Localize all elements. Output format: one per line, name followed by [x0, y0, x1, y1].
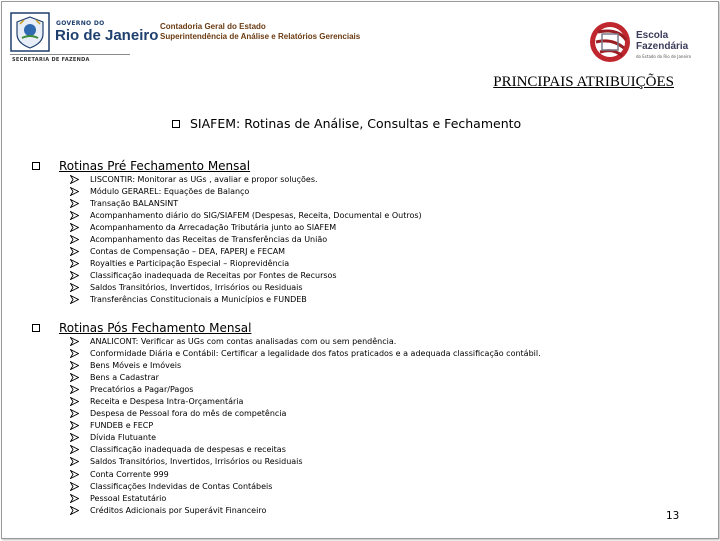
list-item-text: Transferências Constitucionais a Municípios e FUNDEB	[90, 295, 307, 305]
arrowhead-bullet-icon	[70, 247, 86, 256]
list-item	[70, 492, 541, 504]
arrowhead-bullet-icon	[70, 409, 86, 418]
arrowhead-bullet-icon	[70, 494, 86, 503]
list-item-text: Acompanhamento da Arrecadação Tributária junto ao SIAFEM	[90, 222, 337, 232]
arrowhead-bullet-icon	[70, 397, 86, 406]
post-closing-list	[70, 335, 541, 516]
subtitle-row	[172, 116, 521, 131]
list-item	[70, 197, 422, 209]
list-item-text: Acompanhamento diário do SIG/SIAFEM (Despesas, Receita, Documental e Outros)	[90, 210, 422, 220]
list-item	[70, 335, 541, 347]
arrowhead-bullet-icon	[70, 470, 86, 479]
list-item-text: Dívida Flutuante	[90, 433, 156, 443]
list-item	[70, 408, 541, 420]
state-coat-of-arms-icon	[10, 12, 50, 52]
arrowhead-bullet-icon	[70, 445, 86, 454]
arrowhead-bullet-icon	[70, 283, 86, 292]
section-heading-pre	[32, 159, 250, 173]
organization-header	[160, 22, 360, 42]
list-item	[70, 173, 422, 185]
arrowhead-bullet-icon	[70, 235, 86, 244]
list-item	[70, 444, 541, 456]
arrowhead-bullet-icon	[70, 199, 86, 208]
arrowhead-bullet-icon	[70, 187, 86, 196]
list-item-text: Bens Móveis e Imóveis	[90, 360, 182, 370]
subtitle: SIAFEM: Rotinas de Análise, Consultas e Fechamento	[190, 116, 522, 131]
list-item-text: Créditos Adicionais por Superávit Financeiro	[90, 505, 267, 515]
government-logo	[10, 12, 159, 64]
section-title: Rotinas Pré Fechamento Mensal	[59, 159, 251, 173]
slide	[1, 1, 719, 539]
list-item-text: Receita e Despesa Intra-Orçamentária	[90, 397, 244, 407]
list-item-text: Saldos Transitórios, Invertidos, Irrisórios ou Residuais	[90, 283, 303, 293]
gov-divider	[10, 54, 130, 55]
checkbox-square-icon	[32, 324, 40, 332]
list-item-text: Acompanhamento das Receitas de Transferências da União	[90, 235, 328, 245]
arrowhead-bullet-icon	[70, 271, 86, 280]
list-item-text: Classificação inadequada de Receitas por Fontes de Recursos	[90, 271, 337, 281]
arrowhead-bullet-icon	[70, 223, 86, 232]
list-item-text: Saldos Transitórios, Invertidos, Irrisórios ou Residuais	[90, 457, 303, 467]
list-item	[70, 282, 422, 294]
arrowhead-bullet-icon	[70, 506, 86, 515]
fazendaria-label: Fazendária	[636, 41, 689, 52]
escola-swirl-icon	[588, 18, 632, 66]
escola-subtitle: do Estado do Rio de Janeiro	[636, 54, 692, 59]
page-title: PRINCIPAIS ATRIBUIÇÕES	[493, 74, 674, 90]
list-item-text: Módulo GERAREL: Equações de Balanço	[90, 186, 250, 196]
escola-label: Escola	[636, 30, 669, 41]
list-item	[70, 504, 541, 516]
list-item	[70, 456, 541, 468]
escola-fazendaria-logo	[588, 18, 708, 66]
list-item-text: Contas de Compensação – DEA, FAPERJ e FECAM	[90, 247, 286, 257]
section-title: Rotinas Pós Fechamento Mensal	[59, 321, 252, 335]
list-item	[70, 432, 541, 444]
list-item	[70, 395, 541, 407]
list-item-text: FUNDEB e FECP	[90, 421, 154, 431]
gov-label-small: GOVERNO DO	[56, 20, 105, 27]
list-item	[70, 246, 422, 258]
arrowhead-bullet-icon	[70, 373, 86, 382]
list-item-text: Despesa de Pessoal fora do mês de competência	[90, 409, 287, 419]
list-item-text: Conformidade Diária e Contábil: Certificar a legalidade dos fatos praticados e a adequada classificação contábil.	[90, 348, 541, 358]
list-item	[70, 371, 541, 383]
page-number: 13	[666, 510, 680, 522]
arrowhead-bullet-icon	[70, 295, 86, 304]
arrowhead-bullet-icon	[70, 349, 86, 358]
list-item	[70, 468, 541, 480]
checkbox-square-icon	[32, 162, 40, 170]
arrowhead-bullet-icon	[70, 421, 86, 430]
section-heading-pos	[32, 321, 251, 335]
list-item	[70, 270, 422, 282]
list-item-text: Pessoal Estatutário	[90, 493, 167, 503]
arrowhead-bullet-icon	[70, 211, 86, 220]
list-item	[70, 185, 422, 197]
gov-label-state: Rio de Janeiro	[55, 27, 159, 44]
list-item-text: Classificação inadequada de despesas e receitas	[90, 445, 286, 455]
arrowhead-bullet-icon	[70, 482, 86, 491]
arrowhead-bullet-icon	[70, 457, 86, 466]
list-item	[70, 221, 422, 233]
list-item	[70, 294, 422, 306]
arrowhead-bullet-icon	[70, 385, 86, 394]
arrowhead-bullet-icon	[70, 337, 86, 346]
list-item-text: Precatórios a Pagar/Pagos	[90, 384, 194, 394]
list-item-text: Conta Corrente 999	[90, 469, 169, 479]
list-item	[70, 480, 541, 492]
pre-closing-list	[70, 173, 422, 306]
list-item-text: ANALICONT: Verificar as UGs com contas analisadas com ou sem pendência.	[90, 336, 397, 346]
list-item-text: Transação BALANSINT	[90, 198, 179, 208]
list-item	[70, 359, 541, 371]
list-item	[70, 233, 422, 245]
list-item-text: LISCONTIR: Monitorar as UGs , avaliar e propor soluções.	[90, 174, 318, 184]
list-item-text: Bens a Cadastrar	[90, 372, 159, 382]
arrowhead-bullet-icon	[70, 175, 86, 184]
list-item-text: Classificações Indevidas de Contas Contábeis	[90, 481, 273, 491]
list-item	[70, 209, 422, 221]
arrowhead-bullet-icon	[70, 259, 86, 268]
list-item	[70, 383, 541, 395]
gov-secretaria-label: SECRETARIA DE FAZENDA	[12, 57, 90, 63]
checkbox-square-icon	[172, 120, 180, 128]
list-item-text: Royalties e Participação Especial – Rioprevidência	[90, 259, 290, 269]
list-item	[70, 258, 422, 270]
arrowhead-bullet-icon	[70, 361, 86, 370]
org-department: Superintendência de Análise e Relatórios Gerenciais	[160, 32, 361, 41]
org-name: Contadoria Geral do Estado	[160, 22, 266, 31]
list-item	[70, 420, 541, 432]
list-item	[70, 347, 541, 359]
arrowhead-bullet-icon	[70, 433, 86, 442]
